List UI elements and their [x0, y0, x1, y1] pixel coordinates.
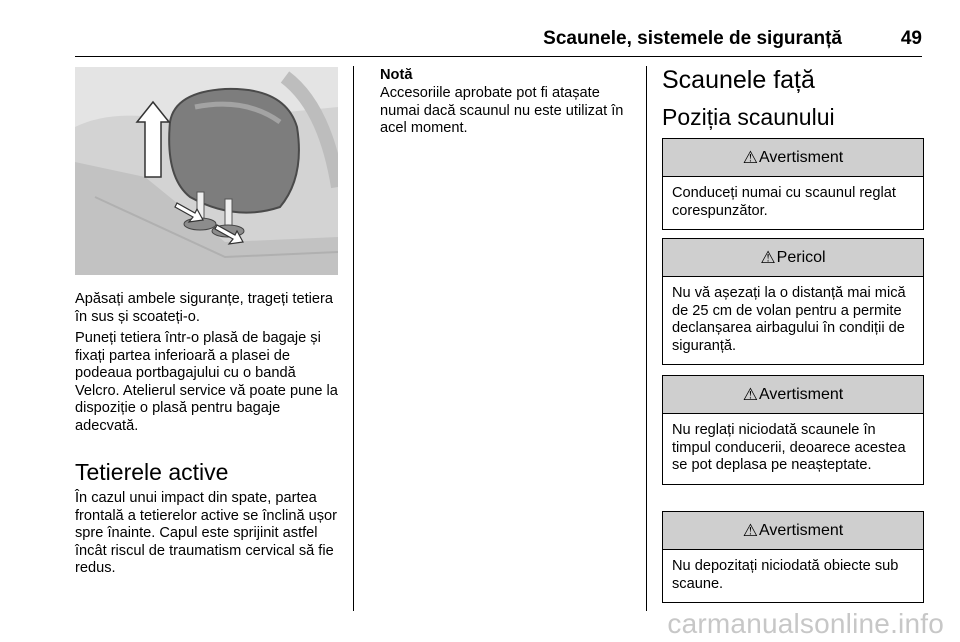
warning-box-header	[663, 512, 923, 550]
warning-triangle-icon: ⚠	[760, 247, 776, 267]
storage-paragraph: Puneți tetiera într-o plasă de bagaje și fixați partea inferioară a plasei de podeaua portbagajului cu o bandă Velcro. Atelierul service vă poate pune la dispoziție o plasă pentru bagaje adecvată.	[75, 330, 338, 434]
section-heading-front-seats: Scaunele față	[662, 66, 815, 94]
subheading-seat-position: Poziția scaunului	[662, 104, 835, 130]
warning-box	[662, 375, 924, 485]
active-headrests-paragraph: În cazul unui impact din spate, partea frontală a tetierelor active se înclină ușor spre înainte. Capul este sprijinit astfel încât riscul de traumatism cervical să fie redus.	[75, 490, 338, 577]
column-divider-right	[646, 66, 647, 611]
danger-box-header	[663, 239, 923, 277]
warning-box-text: Nu depozitați niciodată obiecte sub scaune.	[672, 558, 899, 592]
warning-box	[662, 511, 924, 603]
warning-box-title: Avertisment	[759, 521, 844, 539]
warning-triangle-icon: ⚠	[742, 520, 759, 540]
warning-box-text: Nu reglați niciodată scaunele în timpul conducerii, deoarece acestea se pot deplasa pe neașteptate.	[672, 422, 906, 474]
danger-box	[662, 238, 924, 365]
headrest-removal-illustration	[75, 67, 338, 275]
watermark: carmanualsonline.info	[667, 608, 944, 639]
warning-box-header	[663, 376, 923, 414]
figure-caption: Apăsați ambele siguranțe, trageți tetiera în sus și scoateți-o.	[75, 291, 333, 325]
page-number: 49	[900, 28, 922, 49]
column-divider-left	[353, 66, 354, 611]
warning-box-title: Avertisment	[759, 385, 844, 403]
note-text: Accesoriile aprobate pot fi atașate numai dacă scaunul nu este utilizat în acel moment.	[380, 85, 624, 137]
section-heading-active-headrests: Tetierele active	[75, 459, 229, 485]
note-title: Notă	[380, 67, 413, 83]
page-header-title: Scaunele, sistemele de siguranță	[543, 28, 842, 49]
danger-box-text: Nu vă așezați la o distanță mai mică de 25 cm de volan pentru a permite declanșarea airbagului în condiții de siguranță.	[672, 285, 906, 354]
warning-box	[662, 138, 924, 230]
warning-box-title: Avertisment	[759, 148, 844, 166]
warning-triangle-icon: ⚠	[742, 384, 759, 404]
header-rule	[75, 56, 922, 57]
warning-box-header	[663, 139, 923, 177]
headrest-illustration-svg	[75, 67, 338, 275]
danger-box-title: Pericol	[776, 248, 826, 266]
warning-triangle-icon: ⚠	[742, 147, 759, 167]
warning-box-text: Conduceți numai cu scaunul reglat corespunzător.	[672, 185, 896, 219]
